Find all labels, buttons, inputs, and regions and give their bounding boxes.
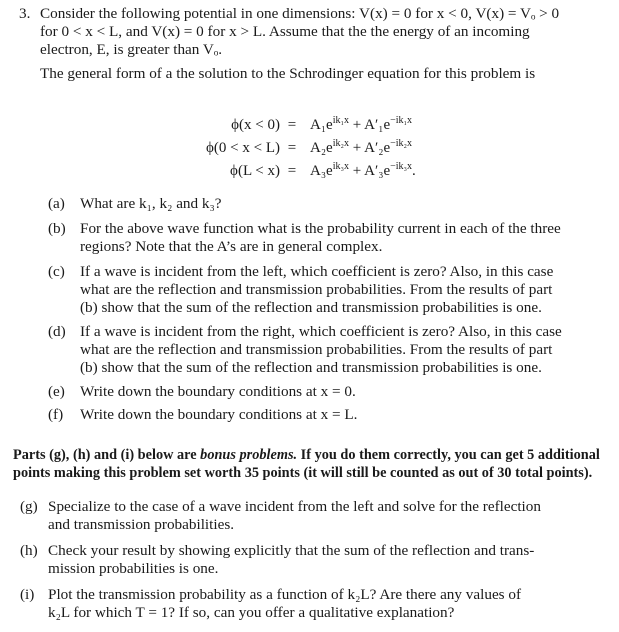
part-c-line-2: what are the reflection and transmission probabilities. From the results of part	[80, 281, 553, 298]
part-f	[48, 405, 357, 424]
bonus-emphasis: bonus problems.	[200, 447, 298, 463]
part-b-label: (b)	[48, 220, 66, 237]
part-h	[20, 541, 534, 560]
part-f-label: (f)	[48, 406, 64, 423]
part-i-line-2: k₂L for which T = 1? If so, can you offer a qualitative explanation?	[48, 604, 455, 621]
part-b	[48, 219, 561, 238]
equation-1-rhs: $A_1e^{ik_1x} + A'_1e^{-ik_1x}$	[310, 115, 413, 133]
equation-2-rhs: $A_2e^{ik_2x} + A'_2e^{-ik_2x}$	[310, 138, 413, 156]
part-h-line-2: mission probabilities is one.	[48, 560, 219, 577]
part-e-label: (e)	[48, 383, 65, 400]
equation-1-lhs: ϕ(x < 0)	[231, 117, 280, 133]
part-e-line-1: Write down the boundary conditions at x = 0.	[80, 383, 356, 400]
part-e	[48, 382, 356, 401]
part-c	[48, 262, 553, 281]
part-g-label: (g)	[20, 498, 38, 515]
part-b-line-2: regions? Note that the A’s are in general complex.	[80, 238, 383, 255]
part-d-line-3: (b) show that the sum of the reflection and transmission probabilities is one.	[80, 359, 542, 376]
part-b-line-1: For the above wave function what is the probability current in each of the three	[80, 220, 561, 237]
part-d	[48, 322, 562, 341]
part-a-line-1: What are k₁, k₂ and k₃?	[80, 195, 222, 212]
part-h-line-1: Check your result by showing explicitly that the sum of the reflection and trans-	[48, 542, 535, 559]
intro-line-2: for 0 < x < L, and V(x) = 0 for x > L. Assume that the the energy of an incoming	[40, 23, 530, 40]
part-c-line-1: If a wave is incident from the left, which coefficient is zero? Also, in this case	[80, 263, 554, 280]
equation-2-lhs: ϕ(0 < x < L)	[206, 140, 280, 156]
equation-3-rhs: $A_3e^{ik_3x} + A'_3e^{-ik_3x}$.	[310, 161, 416, 179]
part-d-line-2: what are the reflection and transmission probabilities. From the results of part	[80, 341, 553, 358]
general-form-text: The general form of a the solution to the Schrodinger equation for this problem is	[40, 65, 536, 82]
intro-line-3: electron, E, is greater than Vₒ.	[40, 41, 223, 58]
part-c-label: (c)	[48, 263, 65, 280]
part-g-line-1: Specialize to the case of a wave incident from the left and solve for the reflection	[48, 498, 541, 515]
part-i	[20, 585, 521, 604]
part-i-label: (i)	[20, 586, 35, 603]
intro-line-1: Consider the following potential in one dimensions: V(x) = 0 for x < 0, V(x) = Vₒ > 0	[40, 5, 560, 22]
part-g-line-2: and transmission probabilities.	[48, 516, 235, 533]
bonus-note-line-2: points making this problem set worth 35 points (it will still be counted as out of 30 total points).	[13, 465, 593, 481]
part-a-label: (a)	[48, 195, 65, 212]
equation-3-lhs: ϕ(L < x)	[230, 163, 280, 179]
part-f-line-1: Write down the boundary conditions at x = L.	[80, 406, 358, 423]
problem-number: 3.	[19, 5, 31, 22]
part-c-line-3: (b) show that the sum of the reflection and transmission probabilities is one.	[80, 299, 542, 316]
bonus-note-line-1: Parts (g), (h) and (i) below are bonus problems. If you do them correctly, you can get 5 additional	[13, 447, 600, 463]
part-d-label: (d)	[48, 323, 66, 340]
part-h-label: (h)	[20, 542, 38, 559]
part-i-line-1: Plot the transmission probability as a function of k₂L? Are there any values of	[48, 586, 522, 603]
part-g	[20, 497, 541, 516]
part-d-line-1: If a wave is incident from the right, which coefficient is zero? Also, in this case	[80, 323, 562, 340]
part-a	[48, 194, 222, 213]
